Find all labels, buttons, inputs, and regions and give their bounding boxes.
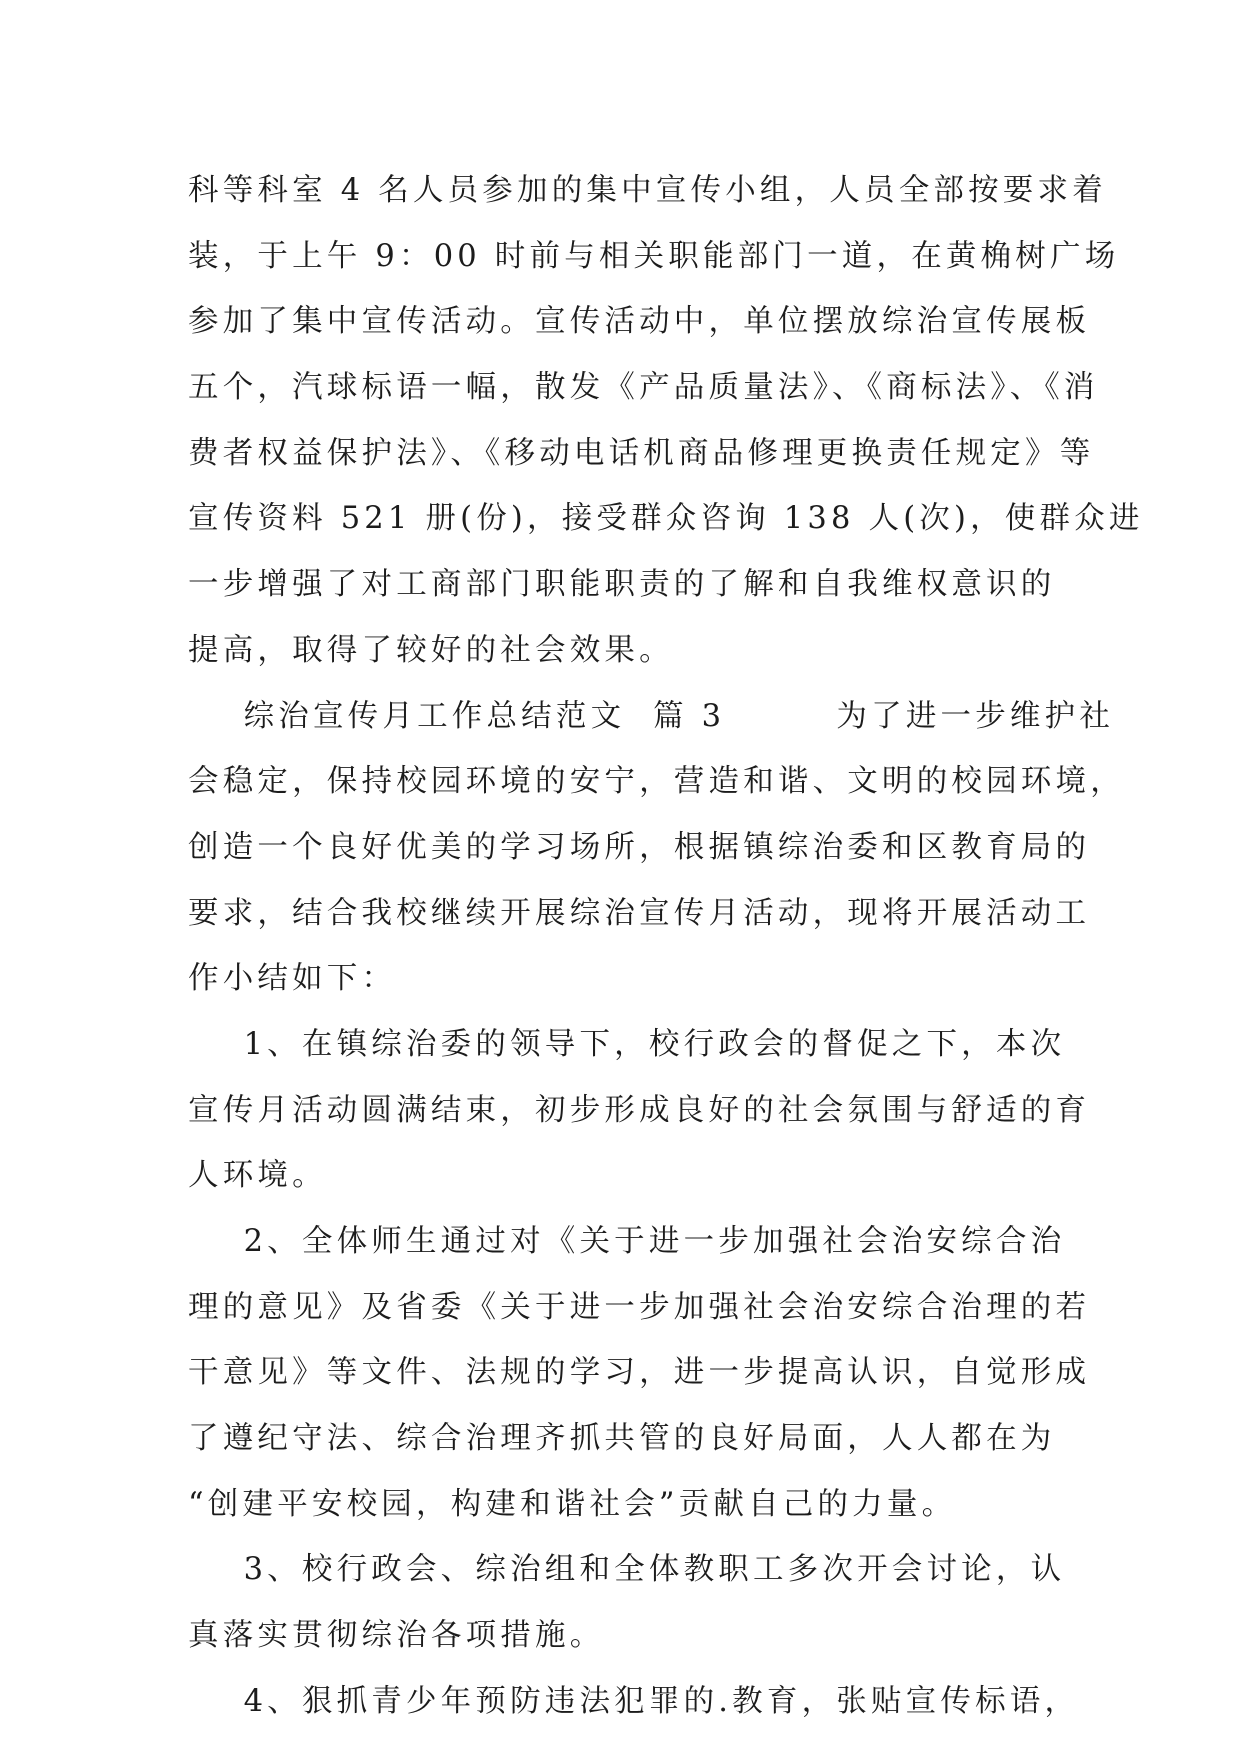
text-line: 了遵纪守法、综合治理齐抓共管的良好局面，人人都在为 [188,1421,1056,1457]
list-item-4-line: 4、狠抓青少年预防违法犯罪的.教育，张贴宣传标语， [188,1683,1080,1719]
document-body [188,158,1144,1735]
text-line: 提高，取得了较好的社会效果。 [188,632,674,668]
text-line: 费者权益保护法》、《移动电话机商品修理更换责任规定》等 [188,435,1095,471]
text-line: 宣传资料 521 册(份)，接受群众咨询 138 人(次)，使群众进 [188,501,1144,537]
text-line: 创造一个良好优美的学习场所，根据镇综治委和区教育局的 [188,829,1091,865]
text-line: “创建平安校园，构建和谐社会”贡献自己的力量。 [188,1486,957,1522]
text-line: 要求，结合我校继续开展综治宣传月活动，现将开展活动工 [188,895,1091,931]
text-line: 一步增强了对工商部门职能职责的了解和自我维权意识的 [188,567,1056,603]
text-line: 干意见》等文件、法规的学习，进一步提高认识，自觉形成 [188,1355,1091,1391]
list-item-1-line: 1、在镇综治委的领导下，校行政会的督促之下，本次 [188,1026,1066,1062]
text-line: 作小结如下： [188,961,397,997]
section-heading-line: 综治宣传月工作总结范文 篇 3 为了进一步维护社 [188,698,1115,734]
text-line: 真落实贯彻综治各项措施。 [188,1618,605,1654]
text-line: 宣传月活动圆满结束，初步形成良好的社会氛围与舒适的育 [188,1092,1091,1128]
text-line: 科等科室 4 名人员参加的集中宣传小组，人员全部按要求着 [188,173,1107,208]
text-line: 装，于上午 9：00 时前与相关职能部门一道，在黄桷树广场 [188,238,1120,274]
text-line: 五个，汽球标语一幅，散发《产品质量法》、《商标法》、《消 [188,370,1099,406]
text-line: 会稳定，保持校园环境的安宁，营造和谐、文明的校园环境， [188,764,1125,800]
text-line: 人环境。 [188,1158,327,1194]
text-line: 理的意见》及省委《关于进一步加强社会治安综合治理的若 [188,1289,1091,1325]
list-item-3-line: 3、校行政会、综治组和全体教职工多次开会讨论，认 [188,1552,1066,1588]
list-item-2-line: 2、全体师生通过对《关于进一步加强社会治安综合治 [188,1224,1066,1259]
text-line: 参加了集中宣传活动。宣传活动中，单位摆放综治宣传展板 [188,304,1091,340]
